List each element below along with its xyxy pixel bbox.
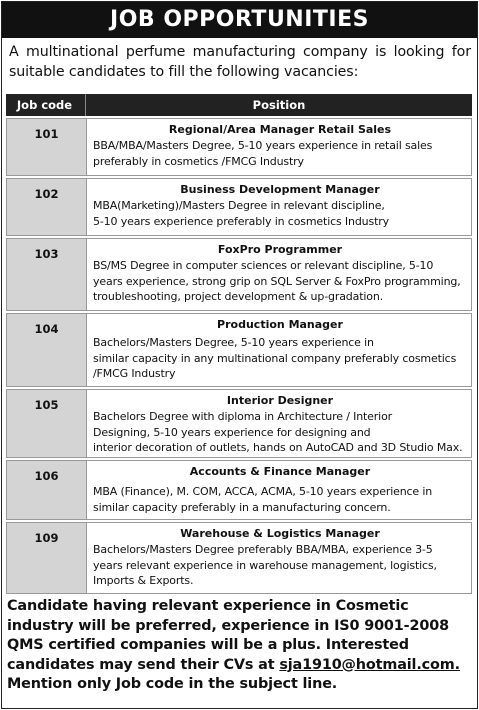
banner-title: JOB OPPORTUNITIES xyxy=(2,2,477,38)
position-title: Accounts & Finance Manager xyxy=(189,465,371,478)
intro-text: A multinational perfume manufacturing company is looking for suitable candidates to fill the following vacancies: xyxy=(9,44,471,80)
position-line: troubleshooting, project development & up-gradation. xyxy=(93,290,384,303)
position-cell xyxy=(86,523,471,593)
position-line: similar capacity in any multinational company preferably cosmetics xyxy=(93,351,457,365)
position-title: Regional/Area Manager Retail Sales xyxy=(168,123,392,136)
position-title: FoxPro Programmer xyxy=(217,243,343,256)
header-job-code: Job code xyxy=(16,98,73,112)
position-line: MBA (Finance), M. COM, ACCA, ACMA, 5-10 years experience in xyxy=(93,485,433,498)
job-code: 102 xyxy=(7,179,86,235)
position-line: Bachelors/Masters Degree preferably BBA/MBA, experience 3-5 xyxy=(93,543,433,556)
position-line: preferably in cosmetics /FMCG Industry xyxy=(93,154,304,168)
table-row xyxy=(6,460,472,520)
position-line: years relevant experience in warehouse management, logistics, xyxy=(93,558,437,572)
position-line: /FMCG Industry xyxy=(93,367,176,380)
job-code: 109 xyxy=(7,523,86,593)
job-code: 101 xyxy=(7,119,86,175)
position-cell xyxy=(86,239,471,310)
table-header xyxy=(6,94,472,116)
position-cell xyxy=(86,179,471,235)
table-row xyxy=(6,313,472,387)
table-row xyxy=(6,238,472,311)
position-title: Interior Designer xyxy=(226,394,334,407)
position-title: Business Development Manager xyxy=(180,183,380,196)
job-code: 103 xyxy=(7,239,86,310)
position-line: interior decoration of outlets, hands on AutoCAD and 3D Studio Max. xyxy=(93,441,463,454)
position-title: Warehouse & Logistics Manager xyxy=(180,527,380,540)
email-link[interactable]: sja1910@hotmail.com. xyxy=(279,656,460,673)
position-line: similar capacity preferably in a manufacturing concern. xyxy=(93,500,391,514)
position-cell xyxy=(86,390,471,457)
position-line: Bachelors/Masters Degree, 5-10 years experience in xyxy=(93,336,374,349)
job-code: 105 xyxy=(7,390,86,457)
job-code: 104 xyxy=(7,314,86,386)
position-line: MBA(Marketing)/Masters Degree in relevant discipline, xyxy=(93,199,385,212)
footer-text: Candidate having relevant experience in Cosmetic industry will be preferred, experience in IS0 9001-2008 QMS certified companies will be a plus. Interested candidates may send their CVs at xyxy=(7,598,449,673)
table-row xyxy=(6,389,472,458)
table-row xyxy=(6,118,472,176)
position-line: Imports & Exports. xyxy=(93,574,194,587)
position-cell xyxy=(86,314,471,386)
table-row xyxy=(6,522,472,594)
position-line: years experience, strong grip on SQL Server & FoxPro programming, xyxy=(93,274,461,288)
footer-text-end: Mention only Job code in the subject line. xyxy=(7,676,338,692)
header-position: Position xyxy=(85,94,472,116)
position-title: Production Manager xyxy=(217,318,343,331)
position-line: Bachelors Degree with diploma in Architecture / Interior xyxy=(93,410,393,423)
position-cell xyxy=(86,119,471,175)
position-line: 5-10 years experience preferably in cosmetics Industry xyxy=(93,214,389,228)
application-instructions xyxy=(7,597,473,695)
position-line: BBA/MBA/Masters Degree, 5-10 years experience in retail sales xyxy=(93,139,433,152)
position-line: BS/MS Degree in computer sciences or relevant discipline, 5-10 xyxy=(93,259,434,272)
position-line: Designing, 5-10 years experience for designing and xyxy=(93,425,371,439)
position-cell xyxy=(86,461,471,519)
job-code: 106 xyxy=(7,461,86,519)
table-row xyxy=(6,178,472,236)
